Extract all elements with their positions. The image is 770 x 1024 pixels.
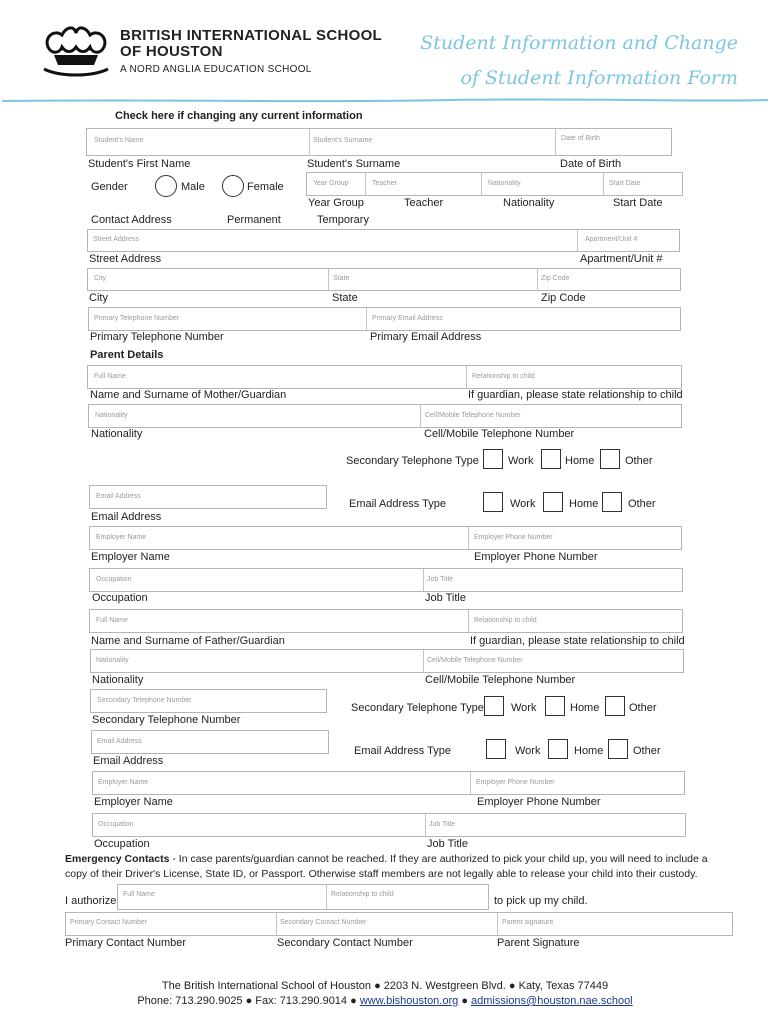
- emergency-secondary-placeholder: Secondary Contact Number: [280, 919, 367, 926]
- school-name-line1: BRITISH INTERNATIONAL SCHOOL: [120, 27, 383, 44]
- mother-occupation-label: Occupation: [92, 592, 148, 604]
- father-sec-phone-home-label: Home: [570, 702, 600, 714]
- teacher-placeholder: Teacher: [372, 180, 397, 187]
- student-first-name-label: Student's First Name: [88, 158, 191, 170]
- parent-signature-label: Parent Signature: [497, 937, 580, 949]
- gender-male-label: Male: [181, 181, 205, 193]
- mother-nationality-input[interactable]: [89, 405, 421, 429]
- father-sec-phone-placeholder: Secondary Telephone Number: [97, 697, 192, 704]
- street-address-input[interactable]: [88, 230, 578, 253]
- form-title-line2: of Student Information Form: [460, 67, 738, 89]
- street-label: Street Address: [89, 253, 162, 265]
- mother-email-other-label: Other: [628, 498, 656, 510]
- authorized-relationship-input[interactable]: [327, 885, 491, 911]
- school-name-line2: OF HOUSTON: [120, 43, 223, 60]
- father-nationality-label: Nationality: [92, 674, 144, 686]
- mother-sec-phone-type-label: Secondary Telephone Type: [346, 455, 479, 467]
- mother-email-placeholder: Email Address: [96, 493, 141, 500]
- father-email-work-checkbox[interactable]: [486, 739, 506, 759]
- father-name-label: Name and Surname of Father/Guardian: [91, 635, 285, 647]
- student-first-name-placeholder: Student's Name: [94, 137, 144, 144]
- father-email-placeholder: Email Address: [97, 738, 142, 745]
- primary-email-placeholder: Primary Email Address: [372, 315, 443, 322]
- mother-sec-phone-other-label: Other: [625, 455, 653, 467]
- street-placeholder: Street Address: [93, 236, 139, 243]
- city-label: City: [89, 292, 108, 304]
- father-sec-phone-label: Secondary Telephone Number: [92, 714, 241, 726]
- mother-occupation-input[interactable]: [90, 569, 424, 593]
- father-relationship-placeholder: Relationship to child: [474, 617, 537, 624]
- primary-phone-label: Primary Telephone Number: [90, 331, 224, 343]
- emergency-primary-label: Primary Contact Number: [65, 937, 187, 949]
- father-email-type-label: Email Address Type: [354, 745, 452, 757]
- state-label: State: [332, 292, 358, 304]
- school-logo: [40, 25, 112, 77]
- mother-email-work-checkbox[interactable]: [483, 492, 503, 512]
- father-occupation-label: Occupation: [94, 838, 150, 850]
- form-title-line1: Student Information and Change: [420, 32, 738, 54]
- mother-name-label: Name and Surname of Mother/Guardian: [90, 389, 287, 401]
- mother-relationship-placeholder: Relationship to child: [472, 373, 535, 380]
- mother-sec-phone-work-checkbox[interactable]: [483, 449, 503, 469]
- authorized-name-input[interactable]: [118, 885, 327, 911]
- father-occupation-input[interactable]: [93, 814, 426, 838]
- change-checkbox-label: Check here if changing any current information: [115, 110, 363, 122]
- father-email-other-label: Other: [633, 745, 661, 757]
- father-employer-phone-placeholder: Employer Phone Number: [476, 779, 555, 786]
- gender-label: Gender: [91, 181, 128, 193]
- emergency-text-line1: - In case parents/guardian cannot be reached. If they are authorized to pick your child up, you will need to include a: [169, 853, 708, 865]
- mother-employer-phone-label: Employer Phone Number: [474, 551, 598, 563]
- father-sec-phone-other-label: Other: [629, 702, 657, 714]
- mother-email-label: Email Address: [91, 511, 162, 523]
- father-employer-label: Employer Name: [94, 796, 173, 808]
- mother-sec-phone-work-label: Work: [508, 455, 534, 467]
- footer-phone-fax: Phone: 713.290.9025 ● Fax: 713.290.9014 ●: [137, 995, 360, 1007]
- primary-email-label: Primary Email Address: [370, 331, 482, 343]
- footer-contact: [0, 995, 770, 1007]
- father-relationship-label: If guardian, please state relationship to child: [470, 635, 685, 647]
- emergency-primary-placeholder: Primary Contact Number: [70, 919, 148, 926]
- father-email-home-checkbox[interactable]: [548, 739, 568, 759]
- father-job-title-label: Job Title: [427, 838, 468, 850]
- gender-male-radio[interactable]: [155, 175, 177, 197]
- father-email-home-label: Home: [574, 745, 604, 757]
- nationality-placeholder: Nationality: [488, 180, 521, 187]
- year-group-label: Year Group: [308, 197, 364, 209]
- mother-job-title-input[interactable]: [424, 569, 685, 593]
- mother-employer-label: Employer Name: [91, 551, 170, 563]
- father-email-label: Email Address: [93, 755, 164, 767]
- father-name-input[interactable]: [90, 610, 469, 634]
- father-cell-placeholder: Cell/Mobile Telephone Number: [427, 657, 523, 664]
- father-name-placeholder: Full Name: [96, 617, 128, 624]
- mother-sec-phone-home-checkbox[interactable]: [541, 449, 561, 469]
- primary-phone-placeholder: Primary Telephone Number: [94, 315, 180, 322]
- gender-female-radio[interactable]: [222, 175, 244, 197]
- mother-relationship-label: If guardian, please state relationship to child: [468, 389, 683, 401]
- year-group-placeholder: Year Group: [313, 180, 349, 187]
- father-nationality-placeholder: Nationality: [96, 657, 129, 664]
- mother-email-work-label: Work: [510, 498, 536, 510]
- parent-details-heading: Parent Details: [90, 349, 164, 361]
- student-dob-input[interactable]: [556, 129, 674, 157]
- mother-sec-phone-home-label: Home: [565, 455, 595, 467]
- footer-separator: ●: [458, 995, 472, 1007]
- father-sec-phone-work-checkbox[interactable]: [484, 696, 504, 716]
- mother-nationality-placeholder: Nationality: [95, 412, 128, 419]
- mother-occupation-placeholder: Occupation: [96, 576, 132, 583]
- emergency-text-line2: copy of their Driver's License, State ID, or Passport. Otherwise staff members are not legally able to release your child into their custody.: [65, 868, 698, 880]
- footer-email-link[interactable]: admissions@houston.nae.school: [471, 995, 633, 1007]
- apartment-placeholder: Apartment/Unit #: [585, 236, 638, 243]
- mother-nationality-label: Nationality: [91, 428, 143, 440]
- state-placeholder: State: [333, 275, 350, 282]
- student-surname-placeholder: Student's Surname: [313, 137, 373, 144]
- mother-employer-input[interactable]: [90, 527, 469, 551]
- temporary-option[interactable]: Temporary: [317, 214, 369, 226]
- father-sec-phone-type-label: Secondary Telephone Type: [351, 702, 484, 714]
- crest-icon: [40, 25, 112, 77]
- father-occupation-placeholder: Occupation: [98, 821, 134, 828]
- zip-label: Zip Code: [541, 292, 586, 304]
- mother-employer-placeholder: Employer Name: [96, 534, 147, 541]
- father-email-other-checkbox[interactable]: [608, 739, 628, 759]
- emergency-secondary-label: Secondary Contact Number: [277, 937, 413, 949]
- city-placeholder: City: [94, 275, 107, 282]
- to-pick-up-label: to pick up my child.: [494, 895, 588, 907]
- father-employer-input[interactable]: [93, 772, 471, 796]
- emergency-paragraph: [65, 852, 725, 882]
- father-sec-phone-other-checkbox[interactable]: [605, 696, 625, 716]
- mother-employer-phone-placeholder: Employer Phone Number: [474, 534, 553, 541]
- student-surname-label: Student's Surname: [307, 158, 401, 170]
- apartment-label: Apartment/Unit #: [580, 253, 663, 265]
- father-job-title-placeholder: Job Title: [429, 821, 456, 828]
- footer-website-link[interactable]: www.bishouston.org: [359, 995, 459, 1007]
- permanent-option[interactable]: Permanent: [227, 214, 281, 226]
- father-email-work-label: Work: [515, 745, 541, 757]
- father-employer-phone-label: Employer Phone Number: [477, 796, 601, 808]
- contact-address-label: Contact Address: [91, 214, 172, 226]
- zip-placeholder: Zip Code: [541, 275, 570, 282]
- mother-cell-placeholder: Cell/Mobile Telephone Number: [425, 412, 521, 419]
- mother-email-home-label: Home: [569, 498, 599, 510]
- parent-signature-placeholder: Parent signature: [502, 919, 554, 926]
- father-sec-phone-home-checkbox[interactable]: [545, 696, 565, 716]
- footer-address: The British International School of Houston ● 2203 N. Westgreen Blvd. ● Katy, Texas 77449: [161, 980, 609, 992]
- mother-name-input[interactable]: [88, 366, 467, 390]
- teacher-label: Teacher: [404, 197, 444, 209]
- emergency-heading: Emergency Contacts: [65, 853, 170, 865]
- mother-email-other-checkbox[interactable]: [602, 492, 622, 512]
- father-job-title-input[interactable]: [426, 814, 688, 838]
- gender-female-label: Female: [247, 181, 284, 193]
- mother-job-title-placeholder: Job Title: [427, 576, 454, 583]
- header-divider: [0, 96, 770, 106]
- mother-cell-label: Cell/Mobile Telephone Number: [424, 428, 575, 440]
- father-sec-phone-work-label: Work: [511, 702, 537, 714]
- student-dob-label: Date of Birth: [560, 158, 622, 170]
- state-input[interactable]: [329, 269, 538, 292]
- mother-sec-phone-other-checkbox[interactable]: [600, 449, 620, 469]
- mother-email-type-label: Email Address Type: [349, 498, 447, 510]
- nationality-label: Nationality: [503, 197, 555, 209]
- school-tagline: A NORD ANGLIA EDUCATION SCHOOL: [120, 64, 312, 75]
- start-date-label: Start Date: [613, 197, 663, 209]
- mother-name-placeholder: Full Name: [94, 373, 126, 380]
- father-employer-placeholder: Employer Name: [98, 779, 149, 786]
- authorized-name-placeholder: Full Name: [123, 891, 155, 898]
- city-input[interactable]: [88, 269, 329, 292]
- mother-email-home-checkbox[interactable]: [543, 492, 563, 512]
- start-date-placeholder: Start Date: [609, 180, 641, 187]
- i-authorize-label: I authorize: [65, 895, 117, 907]
- authorized-relationship-placeholder: Relationship to child: [331, 891, 394, 898]
- father-cell-label: Cell/Mobile Telephone Number: [425, 674, 576, 686]
- mother-job-title-label: Job Title: [425, 592, 466, 604]
- father-nationality-input[interactable]: [91, 650, 424, 674]
- student-dob-placeholder: Date of Birth: [561, 135, 600, 142]
